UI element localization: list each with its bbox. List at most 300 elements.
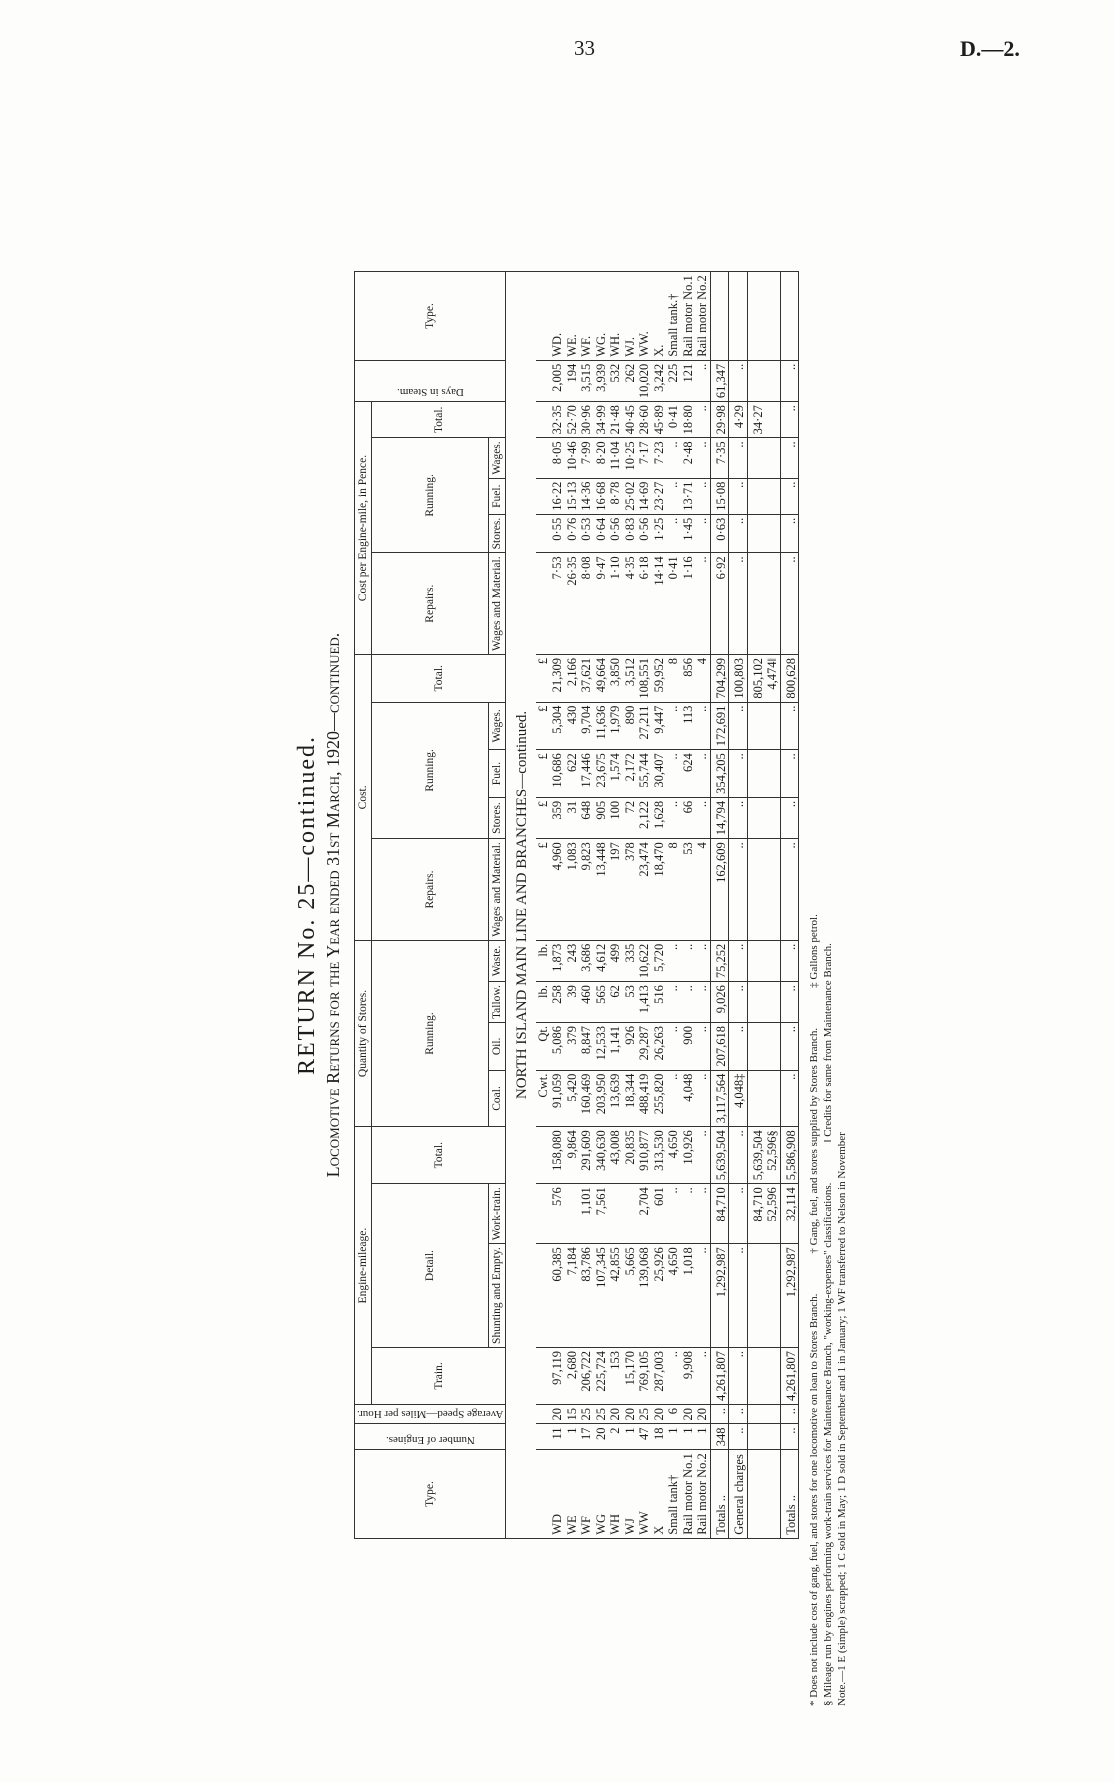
cell-n: 17 [579, 1424, 594, 1450]
cell-rtype [747, 272, 765, 361]
cell-type [747, 1450, 765, 1539]
header-coal: Coal. [489, 1070, 506, 1127]
cell-tallow: 39 [565, 982, 580, 1023]
cell-prep: 4·35 [623, 553, 638, 655]
cell-fuel: 354,205 [710, 750, 729, 798]
cell-spd: .. [710, 1404, 729, 1424]
cell-n: 1 [681, 1424, 696, 1450]
cell-prep: .. [729, 553, 748, 655]
cell-ptot: 18·80 [681, 402, 696, 438]
table-row [608, 272, 623, 1539]
header-type: Type. [355, 1450, 506, 1539]
cell-coal: 91,059 [550, 1070, 565, 1127]
cell-tallow: .. [681, 982, 696, 1023]
cell-ctotal: 3,850 [608, 654, 623, 702]
cell-waste: 75,252 [710, 940, 729, 981]
cell-pst: .. [695, 514, 710, 553]
cell-spd: 20 [623, 1404, 638, 1424]
cell-coal: 203,950 [594, 1070, 609, 1127]
cell-type: WH [608, 1450, 623, 1539]
cell-pwa: 7·99 [579, 438, 594, 478]
cell-days: 2,005 [550, 360, 565, 401]
cell-coal [765, 1070, 780, 1127]
cell-pst: .. [780, 514, 799, 553]
cell-days: .. [780, 360, 799, 401]
cell-rtype: Rail motor No.1 [681, 272, 696, 361]
cell-pwa [765, 438, 780, 478]
cell-n: 11 [550, 1424, 565, 1450]
unit-pound: £ [536, 750, 551, 798]
cell-stores: 31 [565, 797, 580, 838]
cell-train: 4,261,807 [780, 1347, 799, 1404]
cell-stores: 1,628 [652, 797, 667, 838]
cell-tallow: 53 [623, 982, 638, 1023]
cell-spd: 20 [695, 1404, 710, 1424]
cell-coal: 5,420 [565, 1070, 580, 1127]
cell-rep: 8 [666, 839, 681, 941]
cell-fuel: 55,744 [637, 750, 652, 798]
cell-total: 5,639,504 [747, 1127, 765, 1184]
cell-wages: 890 [623, 702, 638, 750]
cell-pst: 1·45 [681, 514, 696, 553]
cell-rtype [765, 272, 780, 361]
cell-pwa: 10·46 [565, 438, 580, 478]
cell-pfu: .. [729, 478, 748, 514]
table-row [637, 272, 652, 1539]
cell-pst: 0·55 [550, 514, 565, 553]
unit-oil: Qt. [536, 1023, 551, 1071]
table-row [710, 272, 729, 1539]
cell-n: .. [729, 1424, 748, 1450]
cell-n: 1 [695, 1424, 710, 1450]
cell-stores: .. [666, 797, 681, 838]
cell-tallow: .. [695, 982, 710, 1023]
cell-stores: 2,122 [637, 797, 652, 838]
cell-pwa: 8·05 [550, 438, 565, 478]
header-cost: Cost. [355, 654, 372, 940]
header-avg-speed: Average Speed—Miles per Hour. [355, 1404, 506, 1424]
header-cost-running: Running. [372, 702, 489, 839]
cell-work: 7,561 [594, 1184, 609, 1244]
cell-fuel: 17,446 [579, 750, 594, 798]
cell-n [765, 1424, 780, 1450]
cell-train: .. [666, 1347, 681, 1404]
cell-pfu: 13·71 [681, 478, 696, 514]
cell-rtype [780, 272, 799, 361]
cell-ctotal: 108,551 [637, 654, 652, 702]
cell-rtype: WF. [579, 272, 594, 361]
cell-type: Rail motor No.2 [695, 1450, 710, 1539]
cell-shunt: 83,786 [579, 1244, 594, 1348]
cell-work [623, 1184, 638, 1244]
cell-pwa [747, 438, 765, 478]
cell-total: 910,877 [637, 1127, 652, 1184]
cell-rtype: Rail motor No.2 [695, 272, 710, 361]
cell-pfu: .. [666, 478, 681, 514]
cell-prep [747, 553, 765, 655]
cell-shunt: 7,184 [565, 1244, 580, 1348]
cell-spd: 20 [681, 1404, 696, 1424]
cell-waste: 335 [623, 940, 638, 981]
table-row [747, 272, 765, 1539]
header-days-steam: Days in Steam. [355, 360, 506, 401]
cell-coal: .. [780, 1070, 799, 1127]
cell-work: 52,596 [765, 1184, 780, 1244]
cell-oil: 12,533 [594, 1023, 609, 1071]
cell-waste: 4,612 [594, 940, 609, 981]
cell-total: 5,639,504 [710, 1127, 729, 1184]
cell-rep: 162,609 [710, 839, 729, 941]
cell-work: 601 [652, 1184, 667, 1244]
cell-shunt: .. [695, 1244, 710, 1348]
cell-pfu: .. [695, 478, 710, 514]
cell-stores: 72 [623, 797, 638, 838]
cell-pst: 0·56 [608, 514, 623, 553]
table-body [506, 272, 799, 1539]
cell-prep: .. [695, 553, 710, 655]
cell-spd: 6 [666, 1404, 681, 1424]
return-title: RETURN No. 25—continued. [294, 735, 320, 1075]
cell-days: 194 [565, 360, 580, 401]
cell-type [765, 1450, 780, 1539]
cell-tallow: 460 [579, 982, 594, 1023]
cell-ctotal: 100,803 [729, 654, 748, 702]
cell-wages: 5,304 [550, 702, 565, 750]
cell-ptot: 29·98 [710, 402, 729, 438]
header-train: Train. [372, 1347, 506, 1404]
cell-train: 9,908 [681, 1347, 696, 1404]
header-cost-total: Total. [372, 654, 506, 702]
header-stores-running: Running. [372, 940, 489, 1126]
cell-fuel: 10,686 [550, 750, 565, 798]
cell-total: 4,650 [666, 1127, 681, 1184]
cell-spd [765, 1404, 780, 1424]
cell-wages: 11,636 [594, 702, 609, 750]
cell-coal: 255,820 [652, 1070, 667, 1127]
cell-shunt: 1,292,987 [780, 1244, 799, 1348]
cell-waste: .. [780, 940, 799, 981]
cell-rtype: WD. [550, 272, 565, 361]
cell-train: 225,724 [594, 1347, 609, 1404]
cell-tallow [747, 982, 765, 1023]
cell-spd: 25 [579, 1404, 594, 1424]
cell-pwa: 2·48 [681, 438, 696, 478]
cell-total: 43,008 [608, 1127, 623, 1184]
cell-wages: .. [780, 702, 799, 750]
cell-spd: 20 [550, 1404, 565, 1424]
cell-ptot: .. [780, 402, 799, 438]
cell-pfu: 15·13 [565, 478, 580, 514]
unit-waste: lb. [536, 940, 551, 981]
cell-train: .. [729, 1347, 748, 1404]
cell-train: 769,105 [637, 1347, 652, 1404]
header-tallow: Tallow. [489, 982, 506, 1023]
cell-total: 340,630 [594, 1127, 609, 1184]
cell-oil: 926 [623, 1023, 638, 1071]
rotated-page-content [288, 90, 938, 1720]
cell-pst: 0·83 [623, 514, 638, 553]
header-cost-repairs: Repairs. [372, 839, 489, 941]
cell-rep: .. [729, 839, 748, 941]
cell-spd: 25 [637, 1404, 652, 1424]
cell-days: 225 [666, 360, 681, 401]
table-row [780, 272, 799, 1539]
cell-type: X [652, 1450, 667, 1539]
header-waste: Waste. [489, 940, 506, 981]
cell-oil: 207,618 [710, 1023, 729, 1071]
cell-shunt: 60,385 [550, 1244, 565, 1348]
return-subtitle: Locomotive Returns for the Year ended 31st March, 1920—continued. [323, 632, 343, 1178]
cell-rtype: X. [652, 272, 667, 361]
cell-rtype: WG. [594, 272, 609, 361]
cell-prep: 1·16 [681, 553, 696, 655]
cell-work: 84,710 [710, 1184, 729, 1244]
cell-rep: 53 [681, 839, 696, 941]
cell-spd [747, 1404, 765, 1424]
cell-pwa: 7·17 [637, 438, 652, 478]
cell-train: 97,119 [550, 1347, 565, 1404]
cell-pwa: .. [729, 438, 748, 478]
header-wages: Wages. [489, 702, 506, 750]
cell-stores: 359 [550, 797, 565, 838]
cell-total: .. [695, 1127, 710, 1184]
cell-prep: 0·41 [666, 553, 681, 655]
header-cost-per-mile: Cost per Engine-mile, in Pence. [355, 402, 372, 655]
cell-pst: .. [729, 514, 748, 553]
cell-type: WW [637, 1450, 652, 1539]
footnote-note: Note.—1 E (simple) scrapped; 1 C sold in May; 1 D sold in September and 1 in January; 1 WF transferred to Nelson in November [836, 1132, 849, 1706]
cell-total: 313,530 [652, 1127, 667, 1184]
footnote-2: † Gang, fuel, and stores supplied by Stores Branch. [808, 1027, 821, 1254]
cell-work: 2,704 [637, 1184, 652, 1244]
cell-coal: .. [695, 1070, 710, 1127]
units-row [536, 272, 551, 1539]
cell-n: 47 [637, 1424, 652, 1450]
cell-train: 15,170 [623, 1347, 638, 1404]
cell-waste [765, 940, 780, 981]
cell-shunt: 5,665 [623, 1244, 638, 1348]
cell-rtype: WE. [565, 272, 580, 361]
cell-fuel: 2,172 [623, 750, 638, 798]
cell-rep: 13,448 [594, 839, 609, 941]
cell-shunt: 42,855 [608, 1244, 623, 1348]
cell-fuel: 622 [565, 750, 580, 798]
cell-waste: .. [666, 940, 681, 981]
cell-waste: 243 [565, 940, 580, 981]
cell-pfu: 16·68 [594, 478, 609, 514]
cell-prep: 1·10 [608, 553, 623, 655]
cell-wages: 1,979 [608, 702, 623, 750]
cell-pfu [747, 478, 765, 514]
cell-days: .. [695, 360, 710, 401]
cell-pst: 0·53 [579, 514, 594, 553]
cell-oil: .. [695, 1023, 710, 1071]
cell-total: 291,609 [579, 1127, 594, 1184]
locomotive-returns-table [354, 271, 799, 1539]
cell-fuel: .. [780, 750, 799, 798]
cell-rtype: WW. [637, 272, 652, 361]
cell-days: .. [729, 360, 748, 401]
cell-shunt: 139,068 [637, 1244, 652, 1348]
cell-pfu: 16·22 [550, 478, 565, 514]
cell-n: 20 [594, 1424, 609, 1450]
cell-rep [765, 839, 780, 941]
cell-wages: 172,691 [710, 702, 729, 750]
cell-pfu: .. [780, 478, 799, 514]
cell-pfu [765, 478, 780, 514]
cell-total: 9,864 [565, 1127, 580, 1184]
cell-train: 2,680 [565, 1347, 580, 1404]
cell-spd: 25 [594, 1404, 609, 1424]
footnote-3: ‡ Gallons petrol. [808, 914, 821, 988]
cell-train: 4,261,807 [710, 1347, 729, 1404]
cell-days: 10,020 [637, 360, 652, 401]
cell-ctotal: 856 [681, 654, 696, 702]
cell-rtype: WH. [608, 272, 623, 361]
cell-tallow: .. [666, 982, 681, 1023]
cell-fuel: 624 [681, 750, 696, 798]
cell-ptot: 32·35 [550, 402, 565, 438]
cell-ctotal: 4 [695, 654, 710, 702]
cell-spd: 20 [652, 1404, 667, 1424]
table-row [729, 272, 748, 1539]
cell-rep: 4,960 [550, 839, 565, 941]
cell-fuel: .. [666, 750, 681, 798]
cell-stores [747, 797, 765, 838]
cell-ptot: 40·45 [623, 402, 638, 438]
cell-days: 262 [623, 360, 638, 401]
cell-waste: .. [729, 940, 748, 981]
cell-coal: 160,469 [579, 1070, 594, 1127]
cell-pfu: 23·27 [652, 478, 667, 514]
cell-coal: 13,639 [608, 1070, 623, 1127]
table-row [695, 272, 710, 1539]
cell-oil: 5,086 [550, 1023, 565, 1071]
table-row [565, 272, 580, 1539]
cell-stores: 648 [579, 797, 594, 838]
cell-ptot: 4·29 [729, 402, 748, 438]
cell-stores: 905 [594, 797, 609, 838]
cell-type: WJ [623, 1450, 638, 1539]
cell-ctotal: 8 [666, 654, 681, 702]
cell-ctotal: 37,621 [579, 654, 594, 702]
cell-train [765, 1347, 780, 1404]
cell-pst: 1·25 [652, 514, 667, 553]
cell-n: 2 [608, 1424, 623, 1450]
cell-prep: 7·53 [550, 553, 565, 655]
header-mileage-total: Total. [372, 1127, 506, 1184]
cell-stores: .. [729, 797, 748, 838]
cell-coal: 4,048 [681, 1070, 696, 1127]
cell-ptot: .. [695, 402, 710, 438]
cell-shunt: 107,345 [594, 1244, 609, 1348]
cell-tallow: .. [729, 982, 748, 1023]
unit-pound: £ [536, 654, 551, 702]
cell-pfu: 14·36 [579, 478, 594, 514]
section-title: NORTH ISLAND MAIN LINE AND BRANCHES—continued. [506, 272, 536, 1539]
cell-oil [747, 1023, 765, 1071]
cell-ptot: 34·27 [747, 402, 765, 438]
cell-total: 158,080 [550, 1127, 565, 1184]
cell-n: 1 [666, 1424, 681, 1450]
cell-tallow [765, 982, 780, 1023]
cell-total: 52,596§ [765, 1127, 780, 1184]
footnote-1: * Does not include cost of gang, fuel, and stores for one locomotive on loan to Stores Branch. [808, 1293, 821, 1706]
header-pence-repairs: Repairs. [372, 553, 489, 655]
header-shunting: Shunting and Empty. [489, 1244, 506, 1348]
cell-tallow: 516 [652, 982, 667, 1023]
cell-pwa: 10·25 [623, 438, 638, 478]
header-pence-stores: Stores. [489, 514, 506, 553]
cell-wages [747, 702, 765, 750]
cell-tallow: 9,026 [710, 982, 729, 1023]
cell-tallow: 258 [550, 982, 565, 1023]
cell-work: .. [695, 1184, 710, 1244]
cell-pwa: .. [780, 438, 799, 478]
cell-shunt: 1,292,987 [710, 1244, 729, 1348]
cell-stores [765, 797, 780, 838]
cell-rtype: WJ. [623, 272, 638, 361]
cell-wages: 430 [565, 702, 580, 750]
cell-rtype: Small tank.† [666, 272, 681, 361]
cell-pwa: 11·04 [608, 438, 623, 478]
header-work-train: Work-train. [489, 1184, 506, 1244]
cell-type: General charges [729, 1450, 748, 1539]
cell-ctotal: 59,952 [652, 654, 667, 702]
cell-prep: 6·18 [637, 553, 652, 655]
header-pence-wages-material: Wages and Material. [489, 553, 506, 655]
cell-pwa: .. [695, 438, 710, 478]
cell-fuel: 1,574 [608, 750, 623, 798]
header-pence-total: Total. [372, 402, 506, 438]
cell-ctotal: 2,166 [565, 654, 580, 702]
cell-wages [765, 702, 780, 750]
cell-days: 3,939 [594, 360, 609, 401]
table-row [623, 272, 638, 1539]
cell-oil: 1,141 [608, 1023, 623, 1071]
cell-prep [765, 553, 780, 655]
cell-rep: 197 [608, 839, 623, 941]
table-row [666, 272, 681, 1539]
cell-stores: 14,794 [710, 797, 729, 838]
cell-type: Small tank† [666, 1450, 681, 1539]
header-qty-stores: Quantity of Stores. [355, 940, 372, 1126]
cell-fuel: .. [695, 750, 710, 798]
cell-prep: .. [780, 553, 799, 655]
cell-type: WF [579, 1450, 594, 1539]
cell-wages: .. [666, 702, 681, 750]
unit-pound: £ [536, 702, 551, 750]
cell-ctotal: 49,664 [594, 654, 609, 702]
cell-ptot [765, 402, 780, 438]
header-fuel: Fuel. [489, 750, 506, 798]
header-stores: Stores. [489, 797, 506, 838]
cell-shunt [765, 1244, 780, 1348]
cell-train: 287,003 [652, 1347, 667, 1404]
cell-days: 3,242 [652, 360, 667, 401]
cell-days: 121 [681, 360, 696, 401]
cell-ptot: 52·70 [565, 402, 580, 438]
cell-rep: 378 [623, 839, 638, 941]
cell-pst [747, 514, 765, 553]
cell-pfu: 8·78 [608, 478, 623, 514]
table-row [579, 272, 594, 1539]
cell-wages: 9,447 [652, 702, 667, 750]
cell-ptot: 28·60 [637, 402, 652, 438]
cell-waste [747, 940, 765, 981]
cell-work: .. [681, 1184, 696, 1244]
table-row [594, 272, 609, 1539]
